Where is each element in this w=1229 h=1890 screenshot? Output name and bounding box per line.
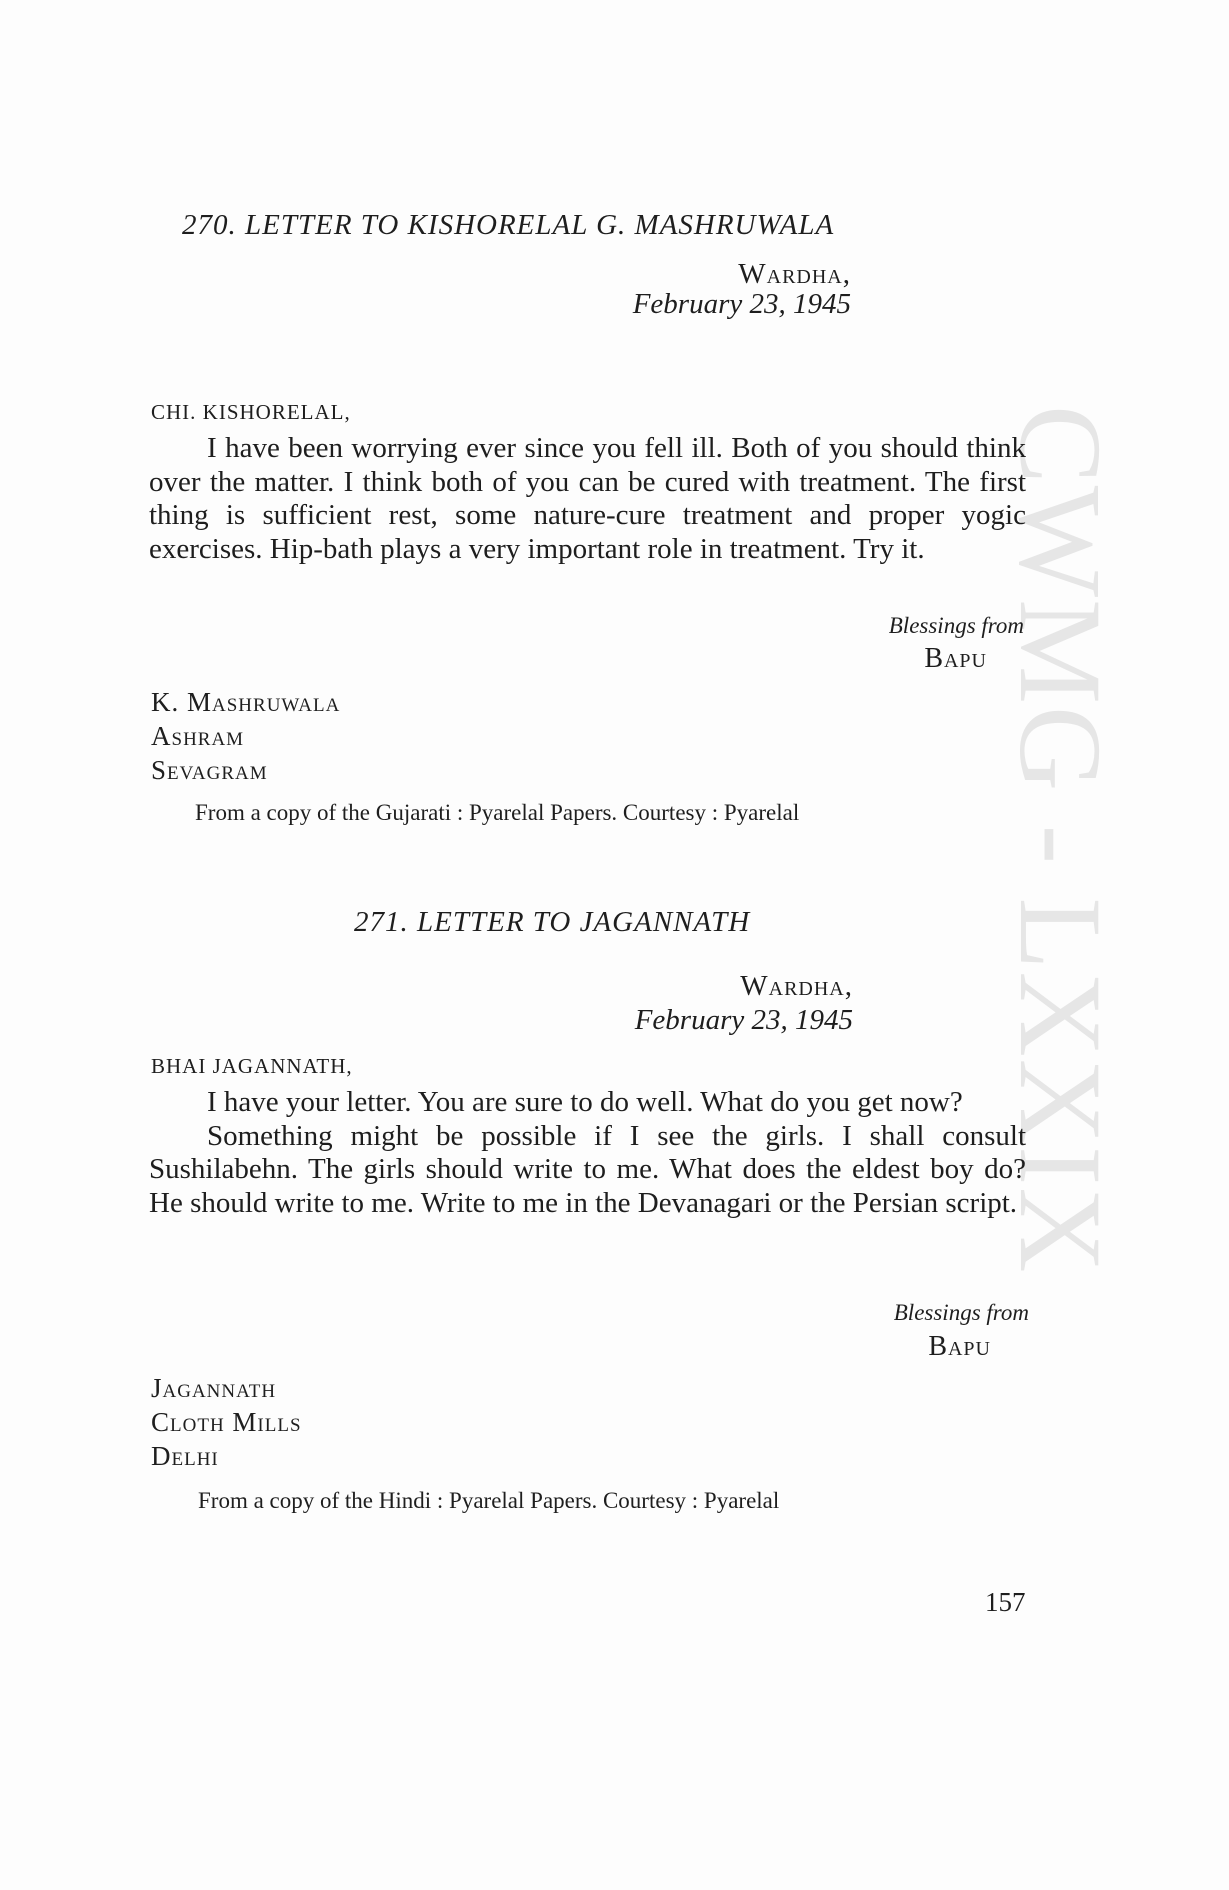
- letter-blessing: Blessings from: [888, 613, 1024, 638]
- letter-date: February 23, 1945: [632, 288, 851, 320]
- letter-place: Wardha,: [738, 258, 851, 290]
- letter-heading: 270. LETTER TO KISHORELAL G. MASHRUWALA: [182, 209, 835, 241]
- address-line: Jagannath: [151, 1373, 277, 1403]
- letter-paragraph: Something might be possible if I see the girls. I shall consult Sushilabehn. The girls should write to me. What does the eldest boy do? He should write to me. Write to me in the Devanagari or the Persian script.: [149, 1119, 1026, 1219]
- source-note: From a copy of the Gujarati : Pyarelal Papers. Courtesy : Pyarelal: [195, 800, 800, 825]
- letter-salutation: BHAI JAGANNATH,: [151, 1054, 353, 1078]
- letter-paragraph: I have been worrying ever since you fell ill. Both of you should think over the matter. I think both of you can be cured with treatment. The first thing is sufficient rest, some nature-cure treatment and proper yogic exercises. Hip-bath plays a very important role in treatment. Try it.: [149, 432, 1026, 565]
- letter-paragraph: I have your letter. You are sure to do well. What do you get now?: [207, 1086, 963, 1118]
- letter-date: February 23, 1945: [634, 1004, 853, 1036]
- address-line: K. Mashruwala: [151, 687, 341, 717]
- recipient-address: [151, 685, 340, 787]
- letter-blessing: Blessings from: [893, 1300, 1029, 1325]
- letter-salutation: CHI. KISHORELAL,: [151, 400, 351, 424]
- address-line: Ashram: [151, 721, 245, 751]
- letter-signature: Bapu: [924, 643, 987, 674]
- address-line: Delhi: [151, 1441, 219, 1471]
- address-line: Cloth Mills: [151, 1407, 302, 1437]
- watermark-text: CWMG - LXXIX: [995, 405, 1126, 1275]
- letter-signature: Bapu: [928, 1331, 991, 1362]
- recipient-address: [151, 1371, 302, 1473]
- letter-place: Wardha,: [740, 970, 853, 1002]
- letter-body: [149, 1086, 1026, 1220]
- address-line: Sevagram: [151, 755, 268, 785]
- letter-heading: 271. LETTER TO JAGANNATH: [354, 906, 751, 938]
- letter-body: [149, 432, 1026, 566]
- source-note: From a copy of the Hindi : Pyarelal Papers. Courtesy : Pyarelal: [198, 1488, 780, 1513]
- page-number: 157: [985, 1587, 1026, 1617]
